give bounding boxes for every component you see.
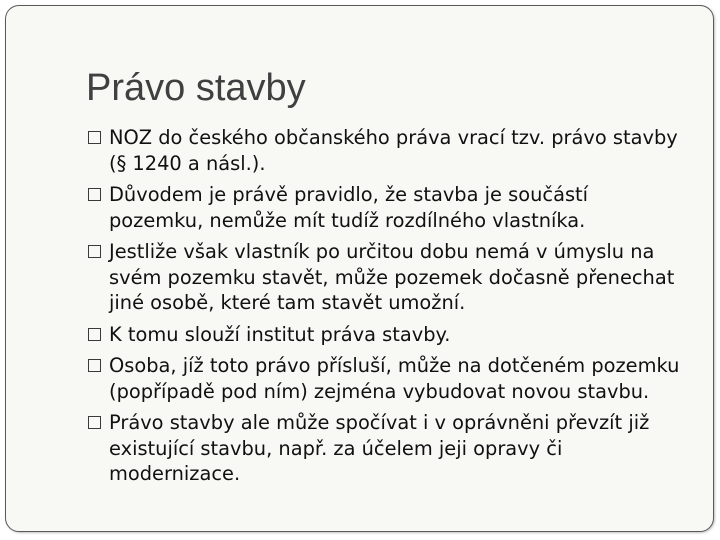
bullet-item (88, 125, 688, 176)
bullet-item (88, 182, 688, 233)
bullet-item (88, 410, 688, 487)
bullet-text: Důvodem je právě pravidlo, že stavba je součástí pozemku, nemůže mít tudíž rozdílného vlastníka. (109, 183, 589, 232)
bullet-item (88, 353, 688, 404)
square-bullet-icon (88, 131, 101, 144)
bullet-list (88, 125, 688, 493)
slide-frame (5, 5, 714, 532)
square-bullet-icon (88, 245, 101, 258)
square-bullet-icon (88, 416, 101, 429)
square-bullet-icon (88, 359, 101, 372)
square-bullet-icon (88, 328, 101, 341)
bullet-text: Právo stavby ale může spočívat i v oprávněni převzít již existující stavbu, např. za účelem jeji opravy či modernizace. (109, 411, 650, 485)
slide-title: Právo stavby (86, 67, 306, 109)
bullet-text: K tomu slouží institut práva stavby. (109, 322, 451, 346)
square-bullet-icon (88, 188, 101, 201)
bullet-item (88, 322, 688, 348)
bullet-item (88, 239, 688, 316)
bullet-text: NOZ do českého občanského práva vrací tzv. právo stavby (§ 1240 a násl.). (109, 126, 678, 175)
bullet-text: Jestliže však vlastník po určitou dobu nemá v úmyslu na svém pozemku stavět, může pozemek dočasně přenechat jiné osobě, které tam stavět umožní. (109, 240, 675, 314)
bullet-text: Osoba, jíž toto právo přísluší, může na dotčeném pozemku (popřípadě pod ním) zejména vybudovat novou stavbu. (109, 354, 680, 403)
